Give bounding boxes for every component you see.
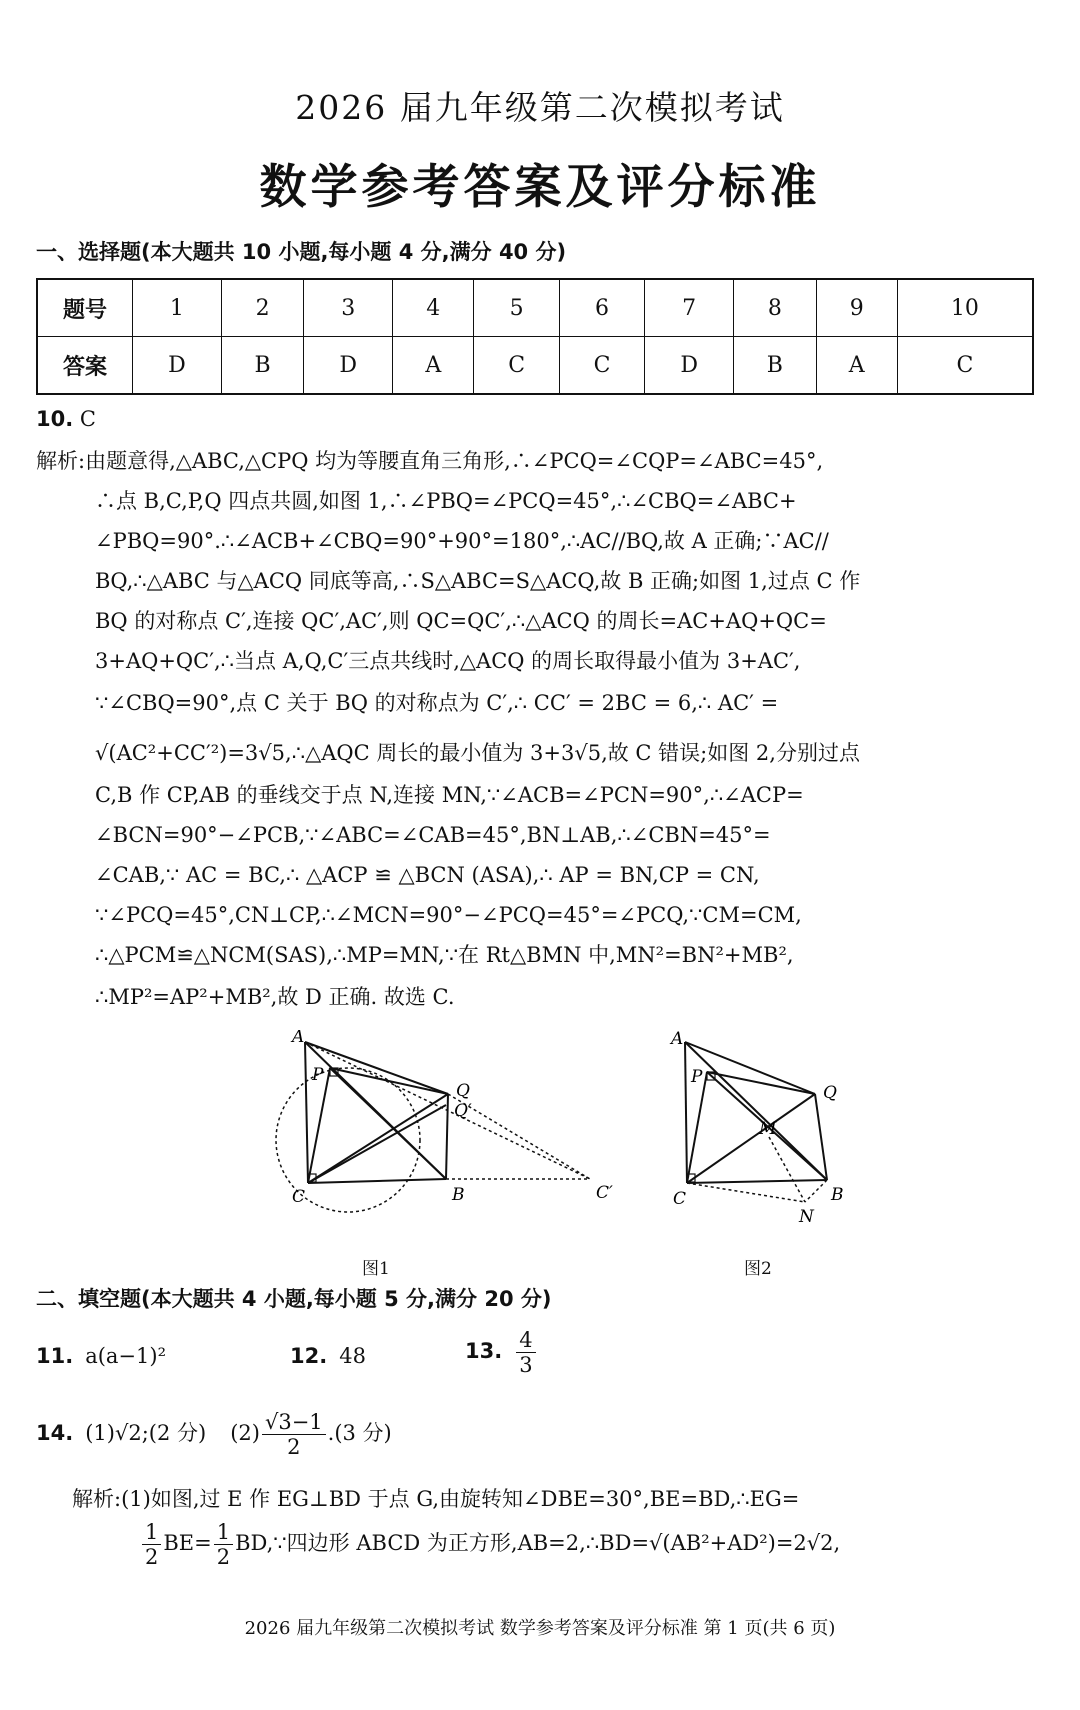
segment-BQ — [446, 1094, 448, 1179]
segment-CQ2 — [308, 1105, 446, 1183]
label-B: B — [831, 1185, 844, 1205]
segment-CP — [687, 1072, 707, 1183]
label-P: P — [312, 1065, 324, 1085]
q14-answer-row — [36, 1410, 392, 1459]
segment-PB — [330, 1068, 446, 1179]
figure-2 — [665, 1030, 865, 1230]
label-A: A — [671, 1030, 684, 1049]
answer-cell: D — [304, 337, 393, 395]
q10-line: ∠PBQ=90°.∴∠ACB+∠CBQ=90°+90°=180°,∴AC//BQ,故 A 正确;∵AC// — [95, 529, 829, 553]
figure-1-caption: 图1 — [362, 1259, 390, 1279]
q12-answer: 48 — [339, 1344, 366, 1368]
number-cell: 3 — [304, 279, 393, 337]
segment-CN — [687, 1183, 805, 1202]
figure-1 — [270, 1030, 630, 1220]
q13-numerator: 4 — [516, 1328, 535, 1353]
q11-number: 11. — [36, 1344, 74, 1368]
answer-cell: C — [474, 337, 559, 395]
number-cell: 7 — [645, 279, 734, 337]
page-footer: 2026 届九年级第二次模拟考试 数学参考答案及评分标准 第 1 页(共 6 页) — [244, 1618, 836, 1639]
label-P: P — [691, 1067, 703, 1087]
answer-cell: D — [133, 337, 222, 395]
answer-cell: B — [734, 337, 817, 395]
q11-answer: a(a−1)² — [85, 1344, 167, 1368]
segment-MN — [769, 1137, 805, 1202]
label-C: C — [673, 1189, 687, 1209]
section2-heading: 二、填空题(本大题共 4 小题,每小题 5 分,满分 20 分) — [36, 1287, 552, 1311]
q14-fraction — [262, 1410, 326, 1459]
segment-CB — [308, 1179, 446, 1183]
q14-denominator: 2 — [287, 1435, 301, 1459]
row-label-answer: 答案 — [37, 337, 133, 395]
answer-table — [36, 278, 1034, 395]
answer-cell: C — [559, 337, 644, 395]
q10-line: ∠BCN=90°−∠PCB,∵∠ABC=∠CAB=45°,BN⊥AB,∴∠CBN=45°= — [95, 823, 771, 847]
number-cell: 1 — [133, 279, 222, 337]
number-cell: 6 — [559, 279, 644, 337]
answer-cell: A — [816, 337, 897, 395]
half-numerator: 1 — [214, 1520, 233, 1545]
segment-BQ — [815, 1094, 827, 1180]
half-denominator: 2 — [145, 1545, 159, 1569]
section1-heading: 一、选择题(本大题共 10 小题,每小题 4 分,满分 40 分) — [36, 240, 567, 264]
label-Q: Q — [456, 1081, 470, 1101]
q14-part2-prefix: (2) — [230, 1421, 260, 1445]
segment-CP — [308, 1068, 330, 1183]
segment-AB — [685, 1042, 827, 1180]
label-N: N — [799, 1207, 814, 1227]
q10-line: ∴MP²=AP²+MB²,故 D 正确. 故选 C. — [95, 985, 455, 1009]
number-cell: 8 — [734, 279, 817, 337]
table-row-numbers — [37, 279, 1033, 337]
row-label-number: 题号 — [37, 279, 133, 337]
q10-number: 10. — [36, 407, 74, 431]
number-cell: 4 — [393, 279, 474, 337]
q10-line: C,B 作 CP,AB 的垂线交于点 N,连接 MN,∵∠ACB=∠PCN=90°,∴∠ACP= — [95, 783, 804, 807]
q10-line: 解析:由题意得,△ABC,△CPQ 均为等腰直角三角形,∴∠PCQ=∠CQP=∠ABC=45°, — [36, 449, 824, 473]
q10-line: 3+AQ+QC′,∴当点 A,Q,C′三点共线时,△ACQ 的周长取得最小值为 3+AC′, — [95, 649, 801, 673]
segment-CB — [687, 1180, 827, 1183]
label-M: M — [759, 1119, 777, 1139]
q11-answer-row — [36, 1344, 166, 1368]
q10-line: ∵∠PCQ=45°,CN⊥CP,∴∠MCN=90°−∠PCQ=45°=∠PCQ,∵CM=CM, — [95, 903, 802, 927]
q10-line: BQ,∴△ABC 与△ACQ 同底等高,∴S△ABC=S△ACQ,故 B 正确;如图 1,过点 C 作 — [95, 569, 861, 593]
label-Q: Q — [823, 1083, 837, 1103]
label-Q-prime: Q′ — [454, 1101, 472, 1121]
segment-BN — [805, 1180, 827, 1202]
q13-number: 13. — [465, 1339, 503, 1363]
segment-AC — [305, 1042, 308, 1183]
q12-number: 12. — [290, 1344, 328, 1368]
half-denominator: 2 — [216, 1545, 231, 1569]
half-fraction — [142, 1520, 161, 1569]
q14-number: 14. — [36, 1421, 74, 1445]
q10-line: ∴点 B,C,P,Q 四点共圆,如图 1,∴∠PBQ=∠PCQ=45°,∴∠CBQ=∠ABC+ — [95, 489, 797, 513]
figure-2-caption: 图2 — [744, 1259, 772, 1279]
answer-cell: A — [393, 337, 474, 395]
label-B: B — [452, 1185, 465, 1205]
q14-solution-line: 解析:(1)如图,过 E 作 EG⊥BD 于点 G,由旋转知∠DBE=30°,BE=BD,∴EG= — [72, 1487, 800, 1511]
q14-line2-text-a: BE= — [163, 1531, 212, 1555]
q14-part2-suffix: .(3 分) — [327, 1421, 392, 1445]
segment-AC — [685, 1042, 687, 1183]
answer-cell: D — [645, 337, 734, 395]
q13-answer-row — [465, 1328, 538, 1377]
answer-cell: C — [897, 337, 1033, 395]
label-A: A — [292, 1030, 305, 1047]
q10-line: BQ 的对称点 C′,连接 QC′,AC′,则 QC=QC′,∴△ACQ 的周长=AC+AQ+QC= — [95, 609, 827, 633]
half-numerator: 1 — [142, 1520, 161, 1545]
q10-line: ∠CAB,∵ AC = BC,∴ △ACP ≌ △BCN (ASA),∴ AP = BN,CP = CN, — [95, 863, 760, 887]
number-cell: 5 — [474, 279, 559, 337]
number-cell: 9 — [816, 279, 897, 337]
q14-line2-text-b: BD,∵四边形 ABCD 为正方形,AB=2,∴BD=√(AB²+AD²)=2√2, — [235, 1531, 841, 1555]
q13-denominator: 3 — [519, 1353, 533, 1377]
label-C: C — [292, 1187, 306, 1207]
segment-PQ — [707, 1072, 815, 1094]
q14-solution-line2 — [140, 1520, 840, 1569]
number-cell: 10 — [897, 279, 1033, 337]
exam-title: 2026 届九年级第二次模拟考试 — [295, 88, 785, 127]
q10-line: ∵∠CBQ=90°,点 C 关于 BQ 的对称点为 C′,∴ CC′ = 2BC = 6,∴ AC′ = — [95, 691, 779, 715]
answer-cell: B — [221, 337, 304, 395]
q10-answer: C — [79, 407, 96, 431]
q10-line: ∴△PCM≌△NCM(SAS),∴MP=MN,∵在 Rt△BMN 中,MN²=BN²+MB², — [95, 943, 794, 967]
half-fraction — [214, 1520, 233, 1569]
q10-line: √(AC²+CC′²)=3√5,∴△AQC 周长的最小值为 3+3√5,故 C 错误;如图 2,分别过点 — [95, 741, 860, 765]
label-C-prime: C′ — [596, 1183, 613, 1203]
document-title: 数学参考答案及评分标准 — [259, 160, 821, 215]
q14-part1: (1)√2;(2 分) — [85, 1421, 207, 1445]
q14-numerator: √3−1 — [262, 1410, 326, 1435]
q13-fraction — [516, 1328, 535, 1377]
q10-heading — [36, 407, 96, 431]
number-cell: 2 — [221, 279, 304, 337]
q12-answer-row — [290, 1344, 366, 1368]
table-row-answers — [37, 337, 1033, 395]
segment-CQ — [308, 1094, 448, 1183]
